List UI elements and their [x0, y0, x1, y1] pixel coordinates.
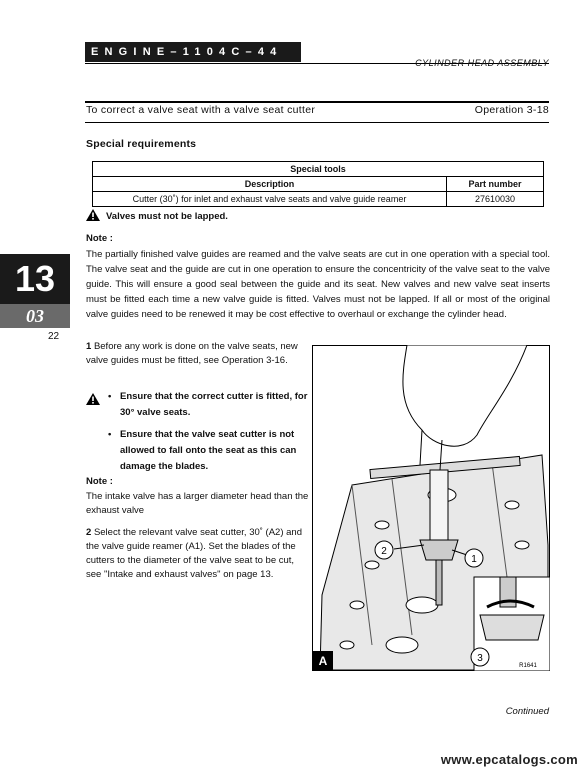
table-header-description: Description: [93, 177, 447, 192]
operation-rule-top: [85, 101, 549, 103]
step-text: Select the relevant valve seat cutter, 30˚ (A2) and the valve guide reamer (A1). Set the blades of the cutters to the diameter of the valve seat to be cut, see "Intake and exhaust valves" on page 13.: [86, 527, 302, 580]
caution-item: • Ensure that the valve seat cutter is not allowed to fall onto the seat as this can damage the blades.: [108, 429, 297, 472]
note-text: The intake valve has a larger diameter head than the exhaust valve: [86, 491, 309, 516]
table-cell-part: 27610030: [447, 192, 544, 207]
caution-item: • Ensure that the correct cutter is fitted, for 30° valve seats.: [108, 391, 308, 418]
section-tab: 03: [0, 304, 70, 328]
callout-1: 1: [471, 554, 477, 565]
operation-number: Operation 3-18: [474, 104, 549, 116]
caution-triangle-icon: [86, 392, 100, 410]
bullet-icon: •: [108, 429, 112, 440]
warning-triangle-icon: [86, 209, 100, 224]
note-label: Note :: [86, 476, 113, 487]
table-row: [93, 192, 544, 207]
table-title: Special tools: [93, 162, 544, 177]
operation-rule-bottom: [85, 122, 549, 123]
page-number: 22: [48, 331, 60, 342]
step-1: [86, 340, 310, 368]
figure-code: R1641: [519, 663, 537, 669]
step-text: Before any work is done on the valve seats, new valve guides must be fitted, see Operation 3-16.: [86, 341, 298, 366]
figure-valve-seat-cutter: [312, 345, 550, 671]
watermark: www.epcatalogs.com: [440, 752, 578, 767]
step-number: 2: [86, 527, 92, 538]
note-paragraph: The partially finished valve guides are reamed and the valve seats are cut in one operation with a special tool. The valve seat and the guide are cut in one operation to ensure the concentricity of the valve seat to the valve guide. This will ensure a good seal between the guide and its seat. New valves and new valve seat inserts must be fitted each time a new valve guide is fitted. Valves must not be lapped. If all or most of the original valve guides need to be renewed it may be cost effective to overhaul or exchange the cylinder head.: [86, 249, 550, 320]
section-title: CYLINDER HEAD ASSEMBLY: [415, 58, 549, 68]
warning-text: Valves must not be lapped.: [106, 211, 228, 223]
special-requirements-heading: Special requirements: [86, 138, 197, 150]
callout-3: 3: [477, 653, 483, 664]
table-header-part: Part number: [447, 177, 544, 192]
special-tools-table: [92, 161, 544, 207]
note-label: Note :: [86, 233, 113, 244]
step-2: [86, 526, 310, 582]
continued-label: Continued: [505, 706, 549, 717]
table-cell-description: Cutter (30˚) for inlet and exhaust valve seats and valve guide reamer: [93, 192, 447, 207]
chapter-tab: 13: [0, 254, 70, 304]
figure-label: A: [318, 654, 328, 668]
callout-2: 2: [381, 546, 387, 557]
step-number: 1: [86, 341, 92, 352]
engine-label: ENGINE–1104C–44: [85, 42, 301, 62]
warning-lapping: [86, 209, 228, 224]
operation-title: To correct a valve seat with a valve seat cutter: [86, 104, 316, 116]
bullet-icon: •: [108, 391, 112, 402]
